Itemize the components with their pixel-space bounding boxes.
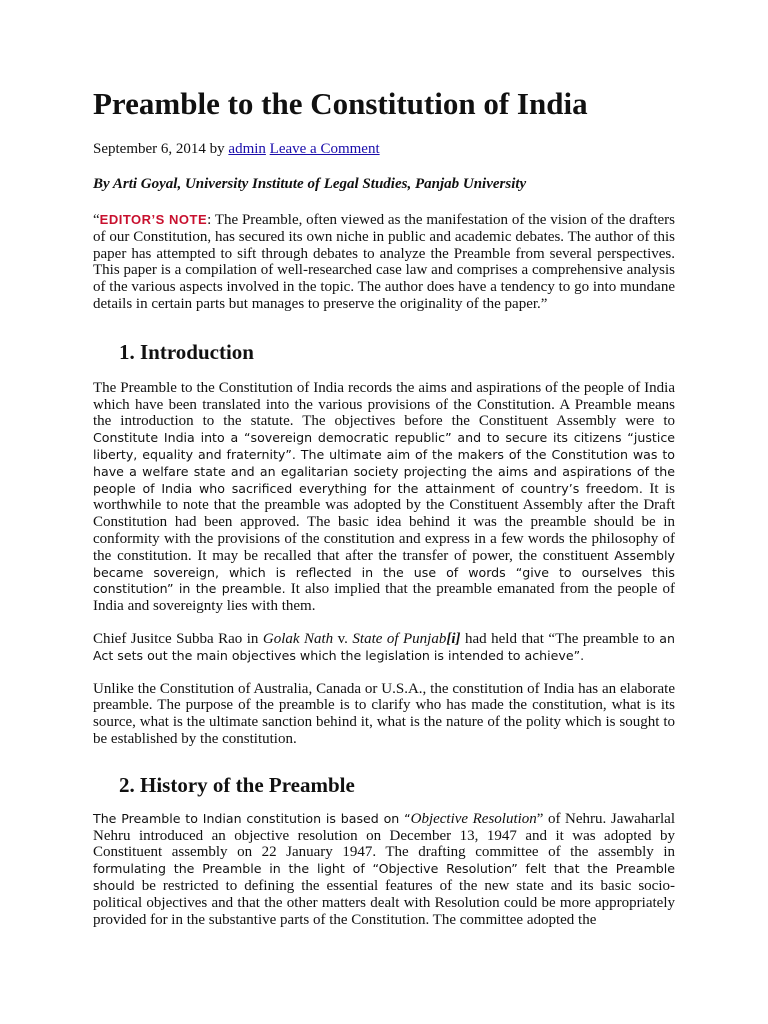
objective-resolution-term: Objective Resolution [410, 810, 537, 827]
chief-justice-paragraph [93, 631, 675, 665]
section-heading-history: 2. History of the Preamble [119, 772, 355, 797]
leave-comment-link[interactable]: Leave a Comment [269, 141, 380, 157]
intro-text-1: The Preamble to the Constitution of India records the aims and aspirations of the people of India which have been translated into the various provisions of the Constitution. A Preamble means the introduction to the statute. The objectives before the Constituent Assembly were to [93, 379, 675, 430]
history-text-2: ” of Nehru. [536, 810, 607, 827]
intro-text-2: Constitute India into a “sovereign democratic republic” and to secure its citizens “justice liberty, equality and fraternity”. The ultimate aim of the makers of the Constitution was to have a welfare state and an egalitarian society projecting the aims and aspirations of the people of India who sacrificed everything for the attainment of country’s freedom. [93, 430, 675, 496]
post-meta [93, 140, 675, 158]
editors-note [93, 212, 675, 313]
editors-note-label: EDITOR’S NOTE [99, 212, 208, 227]
editors-note-open-quote: “ [93, 212, 100, 228]
unlike-paragraph: Unlike the Constitution of Australia, Canada or U.S.A., the constitution of India has an elaborate preamble. The purpose of the preamble is to clarify who has made the constitution, what is its source, what is the ultimate sanction behind it, what is the nature of the polity which is sought to be established by the constitution. [93, 680, 675, 747]
author-link[interactable]: admin [228, 141, 266, 157]
page-title: Preamble to the Constitution of India [93, 86, 588, 121]
intro-text-4: Assembly became sovereign, which is reflected in the use of words “give to ourselves this constitution” in the preamble. [93, 547, 675, 597]
history-text-1: The Preamble to Indian constitution is based on “ [93, 810, 411, 826]
intro-text-3: It is worthwhile to note that the preamble was adopted by the Constituent Assembly after the Draft Constitution had been approved. The basic idea behind it was the preamble should be in conformity with the provisions of the constitution and express in a few words the philosophy of the constitution. It may be recalled that after the transfer of power, the constituent [93, 480, 675, 564]
case-name-state-of-punjab: State of Punjab [352, 630, 447, 647]
section-heading-introduction: 1. Introduction [119, 339, 254, 364]
editors-note-colon: : [207, 212, 212, 228]
history-paragraph [93, 811, 675, 929]
chief-text-2: had held that “The preamble to [460, 630, 660, 647]
editors-note-text: The Preamble, often viewed as the manifestation of the vision of the drafters of our Constitution, has secured its own niche in public and academic debates. The author of this paper has attempted to sift through debates to analyze the Preamble from several perspectives. This paper is a compilation of well-researched case law and comprises a comprehensive analysis of the various aspects involved in the topic. The author does have a tendency to go into mundane details in certain parts but manages to preserve the originality of the paper.” [93, 212, 675, 312]
post-by: by [209, 141, 225, 157]
history-text-5: be restricted to defining the essential features of the new state and its basic socio-political objectives and that the other matters dealt with Resolution could be more appropriately provided for in the substantive parts of the Constitution. The committee adopted the [93, 877, 675, 928]
intro-text-5: It also implied that the preamble emanated from the people of India and sovereignty lies with them. [93, 581, 675, 615]
case-name-golak-nath: Golak Nath [262, 630, 334, 647]
history-text-4: formulating the Preamble in the light of “Objective Resolution” felt that the Preamble should [93, 861, 675, 893]
case-versus: v. [333, 630, 353, 647]
chief-text-1: Chief Jusitce Subba Rao in [93, 630, 263, 647]
footnote-ref-label: [i] [446, 630, 461, 647]
byline: By Arti Goyal, University Institute of Legal Studies, Panjab University [93, 176, 527, 192]
introduction-paragraph [93, 380, 675, 615]
footnote-ref-i[interactable] [446, 631, 460, 647]
history-text-3: Jawaharlal Nehru introduced an objective resolution on December 13, 1947 and it was adopted by Constituent assembly on 22 January 1947. The drafting committee of the assembly in [93, 810, 675, 861]
chief-text-3: an Act sets out the main objectives which the legislation is intended to achieve”. [93, 630, 675, 663]
post-date: September 6, 2014 [93, 141, 206, 157]
